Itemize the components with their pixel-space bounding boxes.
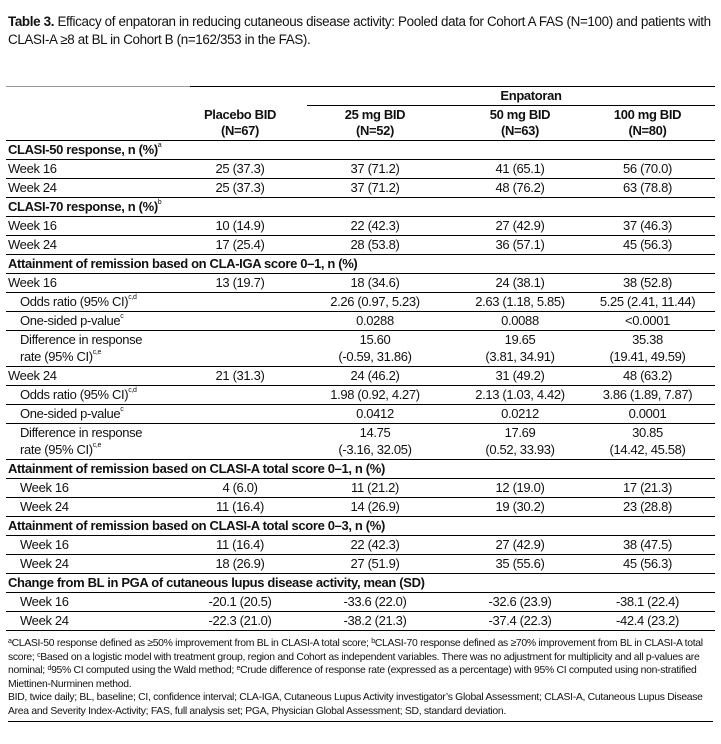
table-cell: 11 (21.2): [351, 480, 399, 495]
row-label-text: Week 24: [8, 180, 57, 195]
table-cell: 38 (52.8): [623, 275, 672, 290]
cell-value: 17.69: [504, 425, 536, 440]
table-row: [6, 593, 715, 612]
row-label-text: Week 16: [8, 161, 57, 176]
footnote-abbreviations: BID, twice daily; BL, baseline; CI, confidence interval; CLA-IGA, Cutaneous Lupus Activity investigator’s Global Assessment; CLASI-A, Cutaneous Lupus Disease Area and Severity Index-Activity; FAS, full analysis set; PGA, Physician Global Assessment; SD, standard deviation.: [8, 692, 703, 717]
row-label-text: rate (95% CI): [20, 349, 93, 364]
footnote-definitions: $^a$CLASI-50 response defined as ≥50% improvement from BL in CLASI-A total score; $^b$CLASI-70 response defined as ≥70% improvement from BL in CLASI-A total score; $^c$Based on a logistic model with treatment group, region and Cohort as independent variables. There was no adjustment for multiplicity and all p-values are nominal; $^d$95% CI computed using the Wald method; $^e$Crude difference of response rate (expressed as a percentage) with 95% CI computed using non-stratified Miettinen-Nurminen method.: [8, 638, 703, 690]
row-label-text: Week 24: [20, 499, 69, 514]
table-cell: 23 (28.8): [623, 499, 672, 514]
footnote-marker: c: [120, 406, 124, 413]
footnote-marker: b: [157, 199, 162, 206]
table-cell: 13 (19.7): [215, 275, 265, 290]
row-label-text: rate (95% CI): [20, 442, 93, 457]
footnote-marker: c: [120, 313, 124, 320]
row-label-text: Week 24: [8, 237, 57, 252]
table-cell: 3.86 (1.89, 7.87): [602, 387, 693, 402]
table-body: [6, 141, 715, 631]
table-cell: 25 (37.3): [215, 161, 265, 176]
section-title-text: Change from BL in PGA of cutaneous lupus disease activity, mean (SD): [8, 575, 425, 590]
header-group-row: [6, 87, 715, 106]
table-cell: 17 (21.3): [623, 480, 672, 495]
cell-ci: (14.42, 45.58): [609, 442, 686, 457]
table-cell: 0.0412: [356, 406, 394, 421]
row-label: [6, 479, 190, 497]
table-row: [6, 479, 715, 498]
row-label: [6, 331, 190, 366]
row-label-text: Week 24: [20, 556, 69, 571]
table-row: [6, 236, 715, 255]
table-cell: 48 (63.2): [623, 368, 672, 383]
table-cell: -38.2 (21.3): [343, 613, 407, 628]
table-cell: <0.0001: [625, 313, 670, 328]
table-cell: 24 (46.2): [350, 368, 400, 383]
table-cell: 45 (56.3): [623, 237, 672, 252]
footnote-marker: c,e: [92, 442, 102, 449]
table-row: [6, 367, 715, 386]
table-row: [6, 424, 715, 460]
table-row: [6, 612, 715, 631]
table-cell: 22 (42.3): [350, 537, 400, 552]
cell-value: 35.38: [632, 332, 663, 347]
row-label-text: Odds ratio (95% CI): [20, 294, 129, 309]
row-label: [6, 405, 190, 423]
table-cell: -38.1 (22.4): [615, 594, 679, 609]
row-label: [6, 612, 190, 630]
section-header-row: [6, 255, 715, 274]
table-cell: [290, 424, 460, 459]
table-cell: -42.4 (23.2): [615, 613, 679, 628]
table-cell: 14 (26.9): [350, 499, 400, 514]
table-row: [6, 386, 715, 405]
table-row: [6, 555, 715, 574]
table-cell: -33.6 (22.0): [343, 594, 407, 609]
section-title: [6, 141, 715, 159]
table-cell: 28 (53.8): [350, 237, 400, 252]
table-cell: 35 (55.6): [495, 556, 545, 571]
footnotes: [8, 637, 713, 722]
table-cell: 48 (76.2): [495, 180, 545, 195]
table-cell: 2.63 (1.18, 5.85): [475, 294, 565, 309]
table-cell: [190, 424, 290, 459]
table-cell: 2.26 (0.97, 5.23): [330, 294, 420, 309]
section-header-row: [6, 198, 715, 217]
cell-ci: (-0.59, 31.86): [338, 349, 412, 364]
table-cell: 4 (6.0): [222, 480, 258, 495]
section-title-text: CLASI-70 response, n (%): [8, 199, 158, 214]
row-label: [6, 367, 190, 385]
row-label: [6, 424, 190, 459]
row-label-text: Week 16: [8, 275, 57, 290]
table-row: [6, 274, 715, 293]
table-cell: 25 (37.3): [215, 180, 265, 195]
caption-text: Efficacy of enpatoran in reducing cutaneous disease activity: Pooled data for Cohort A FAS (N=100) and patients with CLASI-A ≥8 at BL in Cohort B (n=162/353 in the FAS).: [8, 14, 711, 47]
row-label: [6, 555, 190, 573]
table-cell: 56 (70.0): [623, 161, 672, 176]
section-title: [6, 198, 715, 216]
row-label-line1: Difference in response: [20, 425, 143, 440]
table-cell: 63 (78.8): [623, 180, 672, 195]
table-cell: 1.98 (0.92, 4.27): [330, 387, 420, 402]
table-cell: 21 (31.3): [215, 368, 265, 383]
enpatoran-group-header: Enpatoran: [307, 87, 715, 106]
row-label: [6, 593, 190, 611]
table-cell: 11 (16.4): [216, 537, 264, 552]
table-cell: 41 (65.1): [495, 161, 545, 176]
footnote-marker: c,d: [128, 294, 137, 301]
table-cell: [460, 424, 580, 459]
table-row: [6, 217, 715, 236]
top-rule: [6, 86, 715, 87]
row-label-line2: [20, 441, 190, 458]
table-cell: 24 (38.1): [495, 275, 545, 290]
table-cell: 31 (49.2): [495, 368, 545, 383]
table-cell: 45 (56.3): [623, 556, 672, 571]
table-cell: -37.4 (22.3): [488, 613, 552, 628]
cell-value: 30.85: [632, 425, 663, 440]
table-cell: 0.0001: [628, 406, 667, 421]
cell-ci: (19.41, 49.59): [609, 349, 686, 364]
table-row: [6, 312, 715, 331]
table-row: [6, 405, 715, 424]
table-cell: 37 (71.2): [350, 180, 400, 195]
table-cell: 18 (26.9): [215, 556, 265, 571]
table-cell: 11 (16.4): [216, 499, 264, 514]
table-cell: -22.3 (21.0): [208, 613, 272, 628]
table-cell: 0.0212: [501, 406, 539, 421]
cell-ci: (3.81, 34.91): [485, 349, 555, 364]
table-cell: 17 (25.4): [215, 237, 265, 252]
col-header-placebo: Placebo BID (N=67): [203, 107, 276, 138]
col-header-25mg: 25 mg BID (N=52): [344, 107, 406, 138]
row-label: [6, 536, 190, 554]
row-label: [6, 274, 190, 292]
col-header-50mg: 50 mg BID (N=63): [489, 107, 551, 138]
row-label-text: One-sided p-value: [20, 313, 121, 328]
table-cell: [190, 386, 290, 404]
table-cell: 36 (57.1): [495, 237, 545, 252]
row-label: [6, 312, 190, 330]
footnote-marker: c,d: [128, 387, 137, 394]
table-cell: [290, 331, 460, 366]
table-cell: 27 (42.9): [495, 537, 545, 552]
section-title: [6, 460, 715, 478]
table-cell: 37 (46.3): [623, 218, 672, 233]
table-cell: 18 (34.6): [350, 275, 400, 290]
table-cell: [190, 405, 290, 423]
table-caption: [8, 13, 713, 49]
row-label-text: Week 16: [20, 537, 69, 552]
row-label: [6, 386, 190, 404]
section-title-text: Attainment of remission based on CLASI-A total score 0–1, n (%): [8, 461, 385, 476]
table-cell: 5.25 (2.41, 11.44): [599, 294, 696, 309]
table-row: [6, 293, 715, 312]
table-and-footnotes: [6, 86, 715, 722]
footnote-marker: c,e: [92, 349, 102, 356]
header-row: [6, 106, 715, 141]
table-number: Table 3.: [8, 14, 55, 29]
row-label-text: Odds ratio (95% CI): [20, 387, 129, 402]
section-title-text: Attainment of remission based on CLASI-A total score 0–3, n (%): [8, 518, 385, 533]
col-header-100mg: 100 mg BID (N=80): [613, 107, 682, 138]
row-label: [6, 498, 190, 516]
table-row: [6, 160, 715, 179]
cell-value: 15.60: [359, 332, 391, 347]
row-label-text: Week 16: [20, 480, 69, 495]
section-title: [6, 255, 715, 273]
section-header-row: [6, 460, 715, 479]
table-row: [6, 331, 715, 367]
cell-value: 14.75: [359, 425, 391, 440]
cell-ci: (-3.16, 32.05): [338, 442, 412, 457]
section-title-text: Attainment of remission based on CLA-IGA score 0–1, n (%): [8, 256, 358, 271]
row-label: [6, 179, 190, 197]
section-title-text: CLASI-50 response, n (%): [8, 142, 158, 157]
row-label-line2: [20, 348, 190, 365]
table-cell: 27 (42.9): [495, 218, 545, 233]
section-header-row: [6, 141, 715, 160]
cell-ci: (0.52, 33.93): [485, 442, 555, 457]
row-label-line1: Difference in response: [20, 332, 143, 347]
row-label-text: Week 16: [8, 218, 57, 233]
row-label: [6, 236, 190, 254]
table-cell: 37 (71.2): [350, 161, 400, 176]
row-label: [6, 293, 190, 311]
table-cell: 0.0088: [501, 313, 539, 328]
section-title: [6, 517, 715, 535]
table-row: [6, 179, 715, 198]
row-label-text: Week 16: [20, 594, 69, 609]
table-cell: [580, 424, 715, 459]
table-row: [6, 536, 715, 555]
table-cell: 22 (42.3): [350, 218, 400, 233]
section-title: [6, 574, 715, 592]
table-row: [6, 498, 715, 517]
row-label: [6, 217, 190, 235]
table-cell: [190, 293, 290, 311]
row-label-text: Week 24: [20, 613, 69, 628]
table-cell: 19 (30.2): [495, 499, 545, 514]
table-cell: 27 (51.9): [350, 556, 400, 571]
footnote-marker: a: [157, 142, 162, 149]
table-cell: [460, 331, 580, 366]
table-cell: [190, 312, 290, 330]
efficacy-table: [6, 86, 715, 631]
table-cell: 0.0288: [356, 313, 394, 328]
row-label-text: One-sided p-value: [20, 406, 121, 421]
table-cell: [580, 331, 715, 366]
table-cell: -20.1 (20.5): [208, 594, 272, 609]
table-cell: 10 (14.9): [215, 218, 265, 233]
row-label: [6, 160, 190, 178]
table-cell: 2.13 (1.03, 4.42): [475, 387, 565, 402]
table-cell: 12 (19.0): [495, 480, 545, 495]
table-cell: [190, 331, 290, 366]
table-cell: -32.6 (23.9): [488, 594, 552, 609]
cell-value: 19.65: [504, 332, 536, 347]
row-label-text: Week 24: [8, 368, 57, 383]
table-cell: 38 (47.5): [623, 537, 672, 552]
section-header-row: [6, 517, 715, 536]
section-header-row: [6, 574, 715, 593]
